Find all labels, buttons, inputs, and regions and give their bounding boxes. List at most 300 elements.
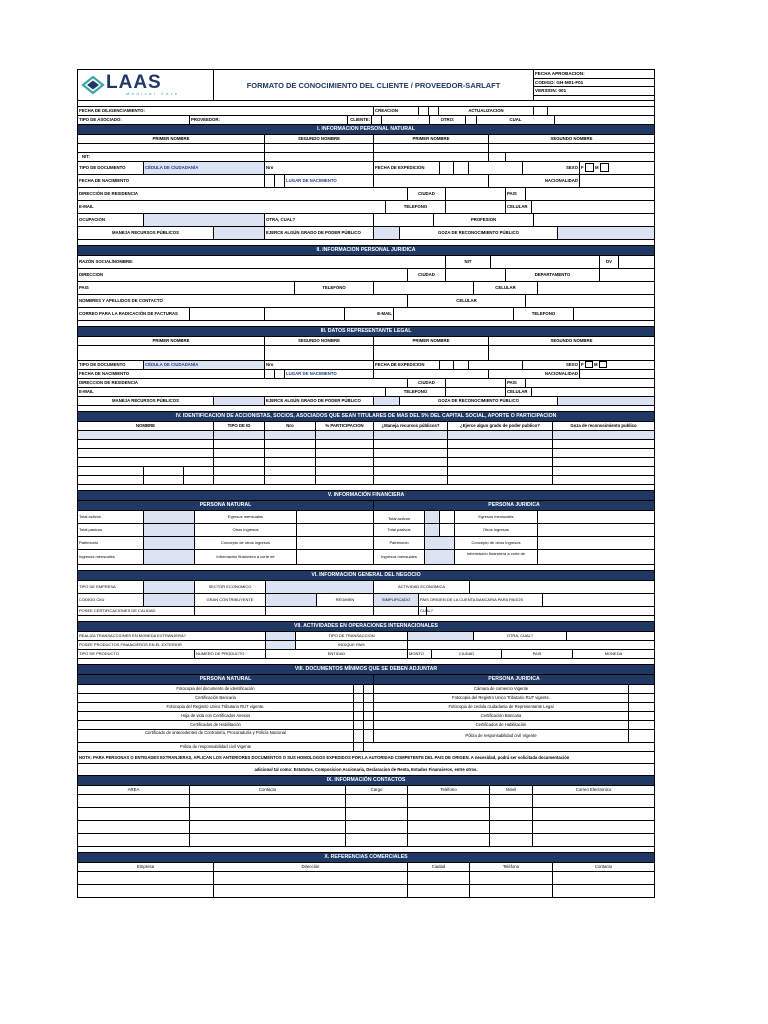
shareholder-name-cell-c[interactable] [184, 476, 214, 484]
reference-city-cell[interactable] [408, 885, 470, 897]
first-surname-header: PRIMER NOMBRE [374, 135, 489, 143]
mobile-field[interactable] [532, 201, 654, 213]
bank-country-field[interactable] [543, 594, 654, 606]
contact-name-cell[interactable] [190, 834, 346, 846]
natural-concept-label: Concepto de otros ingresos [195, 537, 297, 549]
rep-public-recognition-field[interactable] [558, 397, 654, 405]
doc-juridica-item: Fotocopia del Registro Unico Tributario RUT vigente. [374, 694, 629, 702]
rep-exp-month[interactable] [454, 361, 469, 369]
intl-row-2 [78, 641, 654, 650]
contact-row-3 [78, 821, 654, 834]
rep-country-label: PAIS [506, 379, 526, 387]
rep-birth-label: FECHA DE NACIMIENTO [78, 370, 265, 378]
shareholder-name-cell-c[interactable] [184, 467, 214, 475]
shareholder-name-cell-b[interactable] [144, 476, 184, 484]
juridica-other-income-field[interactable] [538, 524, 654, 536]
juridica-expenses-label: Egresos mensuales [455, 511, 538, 523]
shareholder-recognition-header: Goza de reconocimiento publico [570, 423, 637, 428]
reference-city-cell[interactable] [408, 872, 470, 884]
doc-juridica-checkbox[interactable] [629, 721, 654, 729]
shareholder-pow-cell[interactable] [448, 440, 553, 448]
shareholder-res-cell[interactable] [374, 449, 448, 457]
shareholder-res-cell[interactable] [374, 458, 448, 466]
amount-header: MONTO [408, 650, 432, 658]
contact-area-cell[interactable] [78, 834, 190, 846]
sex-options [580, 162, 654, 174]
shareholder-pow-cell[interactable] [448, 449, 553, 457]
reference-address-header: Dirección [214, 863, 408, 871]
other-occupation-field[interactable] [374, 214, 434, 226]
occupation-field[interactable] [144, 214, 265, 226]
doc-juridica-checkbox[interactable] [629, 703, 654, 711]
expedition-month[interactable] [454, 162, 469, 174]
company-phone-label: TELEFONO [295, 282, 374, 294]
public-recognition-field[interactable] [558, 227, 654, 239]
shareholder-id-cell[interactable] [214, 467, 265, 475]
update-box[interactable] [534, 107, 548, 115]
creation-box-2[interactable] [429, 107, 439, 115]
quality-certs-which-field[interactable] [427, 607, 654, 615]
shareholder-id-cell[interactable] [214, 458, 265, 466]
shareholder-name-cell[interactable] [78, 476, 144, 484]
reference-contact-cell[interactable] [553, 872, 654, 884]
update-label: ACTUALIZACION [439, 107, 534, 115]
laas-logo-icon [82, 76, 104, 94]
natural-total-assets-field[interactable] [144, 511, 195, 523]
indicate-country-field[interactable] [408, 641, 654, 649]
shareholder-id-cell[interactable] [214, 440, 265, 448]
form-meta [534, 70, 654, 100]
doc-juridica-checkbox[interactable] [629, 694, 654, 702]
transaction-type-field[interactable] [408, 632, 474, 640]
regime-value[interactable]: SIMPLIFICADO [374, 594, 419, 606]
shareholder-pow-cell[interactable] [448, 476, 553, 484]
male-checkbox[interactable] [600, 163, 609, 172]
shareholder-nro-cell[interactable] [265, 458, 316, 466]
natural-cutoff-field[interactable] [297, 550, 374, 564]
shareholder-res-cell[interactable] [374, 476, 448, 484]
natural-concept-field[interactable] [297, 537, 374, 549]
natural-liabilities-label: Total pasivos [78, 524, 144, 536]
contact-mobile-cell[interactable] [490, 795, 533, 807]
contact-area-cell[interactable] [78, 808, 190, 820]
contact-name-cell[interactable] [190, 821, 346, 833]
shareholder-id-cell[interactable] [214, 449, 265, 457]
company-city-field[interactable] [446, 269, 506, 281]
natural-expenses-field[interactable] [297, 511, 374, 523]
doc-juridica-checkbox[interactable] [629, 730, 654, 742]
natural-equity-field[interactable] [144, 537, 195, 549]
rep-email-row [78, 388, 654, 397]
public-power-field[interactable] [374, 227, 400, 239]
shareholder-rec-cell[interactable] [553, 458, 654, 466]
product-number-header: NUMERO DE PRODUCTO [195, 650, 266, 658]
rep-city-field[interactable] [446, 379, 506, 387]
shareholder-res-cell[interactable] [374, 467, 448, 475]
rep-female-checkbox[interactable] [585, 361, 593, 368]
shareholder-percent-header: % PARTICIPACION [316, 422, 374, 430]
entity-header: ENTIDAD [266, 650, 408, 658]
logo-subtitle: Medical Care [126, 90, 180, 96]
rep-residence-row [78, 379, 654, 388]
natural-other-income-label: Otros ingresos [195, 524, 297, 536]
nit-label: NIT: [78, 153, 265, 161]
diligence-row [78, 107, 654, 116]
rep-second-surname-header: SEGUNDO NOMBRE [550, 338, 593, 343]
section-3-title: III. DATOS REPRESENTANTE LEGAL [78, 327, 654, 337]
doc-juridica-item: Fotocopia de cedula ciudadania de Representante Legal [374, 703, 629, 711]
reference-address-cell[interactable] [214, 872, 408, 884]
rep-male-checkbox[interactable] [599, 361, 607, 368]
residence-row [78, 188, 654, 201]
rep-public-power-label: EJERCE ALGÚN GRADO DE PODER PÚBLICO [265, 397, 374, 405]
expedition-year[interactable] [469, 162, 523, 174]
shareholder-rec-cell[interactable] [553, 467, 654, 475]
doc-row-6 [78, 730, 654, 743]
reference-company-cell[interactable] [78, 885, 214, 897]
contact-name-row [78, 295, 654, 308]
contact-mobile-cell[interactable] [490, 808, 533, 820]
rep-mobile-label: CELULAR [506, 388, 532, 396]
city-label: CIUDAD [408, 188, 446, 200]
public-resources-field[interactable] [214, 227, 265, 239]
shareholder-pct-cell[interactable] [316, 476, 374, 484]
contact-phone-cell[interactable] [408, 821, 490, 833]
second-surname-header: SEGUNDO NOMBRE [550, 136, 593, 141]
foreign-note-line-2: adicional tal como: Estatutos, Composicion Accionaria, Declaracion de Renta, Estados Financieros, entre otros. [254, 767, 478, 772]
reference-phone-cell[interactable] [470, 872, 553, 884]
company-country-row [78, 282, 654, 295]
shareholder-row-4 [78, 458, 654, 467]
birth-place-field[interactable] [374, 175, 489, 187]
country-field[interactable] [526, 188, 654, 200]
rep-birth-place-field[interactable] [374, 370, 489, 378]
shareholder-pow-cell[interactable] [448, 458, 553, 466]
dv-field[interactable] [619, 256, 654, 268]
company-phone-field[interactable] [374, 282, 474, 294]
expedition-day[interactable] [440, 162, 454, 174]
other-box[interactable] [466, 116, 477, 124]
rep-document-row [78, 361, 654, 370]
shareholder-pct-cell[interactable] [316, 458, 374, 466]
city-field[interactable] [446, 188, 506, 200]
profession-field[interactable] [534, 214, 654, 226]
contact-phone-field[interactable] [574, 308, 654, 320]
shareholder-rec-cell[interactable] [553, 476, 654, 484]
financial-subheader-row [78, 501, 654, 511]
rep-email-label: E-MAIL [78, 388, 386, 396]
female-checkbox[interactable] [585, 163, 594, 172]
rep-birth-day[interactable] [265, 370, 275, 378]
shareholder-name-cell[interactable] [78, 440, 214, 448]
shareholder-nro-cell[interactable] [265, 449, 316, 457]
documents-list [78, 685, 654, 752]
contact-email-cell[interactable] [533, 834, 654, 846]
nationality-field[interactable] [580, 175, 654, 187]
contact-phone-cell[interactable] [408, 795, 490, 807]
residence-address-label: DIRECCIÓN DE RESIDENCIA [78, 188, 408, 200]
second-name-header: SEGUNDO NOMBRE [265, 135, 374, 143]
doc-natural-checkbox[interactable] [354, 685, 364, 693]
juridica-other-income-label: Otros ingresos [455, 524, 538, 536]
foreign-products-label: POSEE PRODUCTOS FINANCIEROS EN EL EXTERIOR [78, 641, 266, 649]
form-title: FORMATO DE CONOCIMIENTO DEL CLIENTE / PROVEEDOR-SARLAFT [214, 70, 534, 100]
rep-residence-label: DIRECCION DE RESIDENCIA [78, 379, 408, 387]
foreign-currency-field[interactable] [266, 632, 296, 640]
rep-exp-year[interactable] [469, 361, 523, 369]
contact-role-cell[interactable] [346, 795, 408, 807]
doc-juridica-checkbox[interactable] [629, 685, 654, 693]
foreign-currency-label: REALIZA TRANSACCIONES EN MONEDA EXTRANJERA? [78, 632, 266, 640]
contact-role-cell[interactable] [346, 808, 408, 820]
sector-label: SECTOR ECONOMICO [195, 581, 266, 593]
juridica-concept-field[interactable] [538, 537, 654, 549]
rep-mobile-field[interactable] [532, 388, 654, 396]
doc-natural-item: Certificados de Habilitación [78, 721, 354, 729]
creation-label: CREACION [374, 107, 419, 115]
juridica-liabilities-field[interactable] [425, 524, 440, 536]
contact-phone-cell[interactable] [408, 808, 490, 820]
other-transaction-label: OTRA, CUAL? [474, 632, 567, 640]
rep-second-name-field[interactable] [265, 346, 374, 360]
shareholder-pct-cell[interactable] [316, 440, 374, 448]
contact-area-header: AREA [78, 786, 190, 794]
natural-cutoff-label: Información financiera a corte de [195, 550, 297, 564]
shareholder-nro-cell[interactable] [265, 440, 316, 448]
rep-public-power-field[interactable] [374, 397, 400, 405]
document-type-value[interactable]: CÉDULA DE CIUDADANÍA [144, 162, 265, 174]
contact-name-cell[interactable] [190, 795, 346, 807]
contact-email-cell[interactable] [533, 821, 654, 833]
other-occupation-label: OTRA, CUAL? [265, 214, 374, 226]
nationality-label: NACIONALIDAD [489, 175, 580, 187]
first-name-field[interactable] [78, 144, 265, 152]
rep-country-field[interactable] [526, 379, 654, 387]
rep-exp-day[interactable] [440, 361, 454, 369]
reference-contact-header: Contacto [594, 864, 613, 869]
contact-phone-header: Teléfono [408, 786, 490, 794]
first-surname-field[interactable] [374, 144, 489, 152]
juridica-cutoff-field[interactable] [538, 550, 654, 564]
natural-equity-label: Patrimonio [78, 537, 144, 549]
doc-juridica-item: Certificados de Habilitación [374, 721, 629, 729]
document-row [78, 162, 654, 175]
doc-natural-checkbox[interactable] [354, 712, 364, 720]
company-city-label: CIUDAD [408, 269, 446, 281]
currency-header: MONEDA [604, 651, 623, 656]
second-name-field[interactable] [265, 144, 374, 152]
birth-day[interactable] [265, 175, 275, 187]
natural-liabilities-field[interactable] [144, 524, 195, 536]
rep-document-type-value[interactable]: CÉDULA DE CIUDADANÍA [144, 361, 265, 369]
doc-natural-checkbox[interactable] [354, 721, 364, 729]
rep-phone-label: TELEFONO [386, 388, 446, 396]
rep-public-resources-field[interactable] [214, 397, 265, 405]
shareholder-pow-cell[interactable] [448, 467, 553, 475]
nit-field[interactable] [265, 153, 374, 161]
docs-natural-header: PERSONA NATURAL [78, 675, 374, 684]
section-6-title: VI. INFORMACION GENERAL DEL NEGOCIO [78, 571, 654, 581]
shareholder-nro-cell[interactable] [265, 476, 316, 484]
country-label: PAIS [506, 188, 526, 200]
rep-names-input-row [78, 346, 654, 361]
shareholder-name-cell-b[interactable] [144, 467, 184, 475]
rep-birth-month[interactable] [275, 370, 285, 378]
foreign-products-field[interactable] [266, 641, 296, 649]
shareholder-name-cell[interactable] [78, 449, 214, 457]
quality-certs-which-label: CUAL? [420, 608, 433, 613]
contact-phone-label: TELEFONO [514, 308, 574, 320]
doc-natural-checkbox[interactable] [354, 730, 364, 742]
company-email-field[interactable] [394, 308, 514, 320]
rep-public-recognition-label: GOZA DE RECONOCIMIENTO PÚBLICO [400, 397, 558, 405]
shareholder-number-header: Nro [265, 422, 316, 430]
shareholder-id-cell[interactable] [214, 476, 265, 484]
section-5-title: V. INFORMACIÓN FINANCIERA [78, 491, 654, 501]
sector-field[interactable] [266, 581, 374, 593]
shareholder-pct-cell[interactable] [316, 449, 374, 457]
contact-role-cell[interactable] [346, 821, 408, 833]
juridica-expenses-field[interactable] [538, 511, 654, 523]
reference-city-header: Ciudad [408, 863, 470, 871]
other-transaction-field[interactable] [567, 632, 654, 640]
company-nit-field[interactable] [491, 256, 600, 268]
names-input-row [78, 144, 654, 153]
shareholder-res-cell[interactable] [374, 440, 448, 448]
indicate-country-label: INDIQUE PAIS [296, 641, 408, 649]
company-type-field[interactable] [144, 581, 195, 593]
client-box[interactable] [372, 116, 382, 124]
phone-field[interactable] [446, 201, 506, 213]
names-header-row [78, 135, 654, 144]
second-surname-field[interactable] [489, 144, 654, 152]
company-nit-label: NIT [446, 256, 491, 268]
financial-natural-header: PERSONA NATURAL [78, 501, 374, 510]
doc-natural-item: Fotocopia del Registro Unico Tributario RUT vigente. [78, 703, 354, 711]
birth-month[interactable] [275, 175, 285, 187]
rep-public-resources-label: MANEJA RECURSOS PÚBLICOS [78, 397, 214, 405]
shareholder-name-cell[interactable] [78, 467, 144, 475]
code-label: CODIGO: GH-M01-F01 [534, 79, 654, 88]
reference-address-cell[interactable] [214, 885, 408, 897]
reference-contact-cell[interactable] [553, 885, 654, 897]
rep-expedition-label: FECHA DE EXPEDICION [374, 361, 440, 369]
doc-natural-checkbox[interactable] [354, 743, 364, 751]
other-label: OTRO: [430, 116, 466, 124]
department-field[interactable] [600, 269, 654, 281]
contact-area-cell[interactable] [78, 821, 190, 833]
ciiu-field[interactable] [144, 594, 195, 606]
contact-email-cell[interactable] [533, 808, 654, 820]
which-field[interactable] [555, 116, 654, 124]
contact-mobile-cell[interactable] [490, 821, 533, 833]
large-taxpayer-label: GRAN CONTRIBUYENTE [195, 594, 266, 606]
doc-row-7 [78, 743, 654, 752]
shareholder-rec-cell[interactable] [553, 431, 654, 439]
contact-name-cell[interactable] [190, 808, 346, 820]
activity-field[interactable] [470, 581, 654, 593]
contact-area-cell[interactable] [78, 795, 190, 807]
reference-row-1 [78, 872, 654, 885]
doc-natural-checkbox[interactable] [354, 694, 364, 702]
company-logo [78, 70, 214, 100]
shareholder-name-cell[interactable] [78, 458, 214, 466]
contact-mobile-field[interactable] [526, 295, 654, 307]
contact-role-cell[interactable] [346, 834, 408, 846]
natural-income-field[interactable] [144, 550, 195, 564]
shareholder-pct-cell[interactable] [316, 431, 374, 439]
bank-country-label: PAIS ORIGEN DE LA CUENTA BANCARIA PARA PAGOS [419, 594, 543, 606]
contact-mobile-label: CELULAR [408, 295, 526, 307]
first-name-header: PRIMER NOMBRE [78, 135, 265, 143]
shareholder-rec-cell[interactable] [553, 449, 654, 457]
rep-second-surname-field[interactable] [489, 346, 654, 360]
doc-juridica-item: Certificación Bancaria [374, 712, 629, 720]
doc-row-2 [78, 694, 654, 703]
company-type-label: TIPO DE EMPRESA [78, 581, 144, 593]
rep-first-name-field[interactable] [78, 346, 265, 360]
company-mobile-field[interactable] [538, 282, 654, 294]
rep-female-label: F [581, 362, 584, 367]
juridica-income-label: Ingresos mensuales [374, 550, 425, 564]
references-header-row [78, 863, 654, 872]
quality-certs-field[interactable] [195, 607, 266, 615]
invoice-email-row [78, 308, 654, 321]
birth-date-label: FECHA DE NACIMIENTO [78, 175, 265, 187]
shareholder-id-cell[interactable] [214, 431, 265, 439]
creation-box[interactable] [419, 107, 429, 115]
logo-text: LAAS [106, 71, 162, 93]
juridica-total-assets-field[interactable] [425, 511, 440, 523]
reference-phone-cell[interactable] [470, 885, 553, 897]
nit-row [78, 153, 654, 162]
doc-row-5 [78, 721, 654, 730]
male-label: M [595, 165, 599, 170]
contact-phone-cell[interactable] [408, 834, 490, 846]
rep-document-type-label: TIPO DE DOCUMENTO [78, 361, 144, 369]
shareholder-pow-cell[interactable] [448, 431, 553, 439]
shareholder-nro-cell[interactable] [265, 431, 316, 439]
natural-other-income-field[interactable] [297, 524, 374, 536]
public-resources-label: MANEJA RECURSOS PÚBLICOS [78, 227, 214, 239]
shareholder-pct-cell[interactable] [316, 467, 374, 475]
occupation-row [78, 214, 654, 227]
shareholder-res-cell[interactable] [374, 431, 448, 439]
shareholder-name-cell[interactable] [78, 431, 214, 439]
contact-email-cell[interactable] [533, 795, 654, 807]
associate-type-label: TIPO DE ASOCIADO: [78, 116, 190, 124]
contact-name-header: Contacto [190, 786, 346, 794]
doc-natural-checkbox[interactable] [354, 703, 364, 711]
juridica-income-field[interactable] [425, 550, 455, 564]
financial-row-2 [78, 524, 654, 537]
shareholder-nro-cell[interactable] [265, 467, 316, 475]
large-taxpayer-field[interactable] [266, 594, 317, 606]
reference-company-cell[interactable] [78, 872, 214, 884]
rep-phone-field[interactable] [446, 388, 506, 396]
doc-natural-item: Hoja de vida con Certificados Anexos [78, 712, 354, 720]
juridica-equity-field[interactable] [425, 537, 455, 549]
invoice-email-field[interactable] [190, 308, 265, 320]
doc-juridica-checkbox[interactable] [629, 712, 654, 720]
contact-role-header: Cargo [346, 786, 408, 794]
shareholder-rec-cell[interactable] [553, 440, 654, 448]
shareholder-row-3 [78, 449, 654, 458]
contact-mobile-cell[interactable] [490, 834, 533, 846]
rep-nationality-field[interactable] [580, 370, 654, 378]
ciiu-label: CODIGO CIIU [78, 594, 144, 606]
rep-first-surname-field[interactable] [374, 346, 489, 360]
